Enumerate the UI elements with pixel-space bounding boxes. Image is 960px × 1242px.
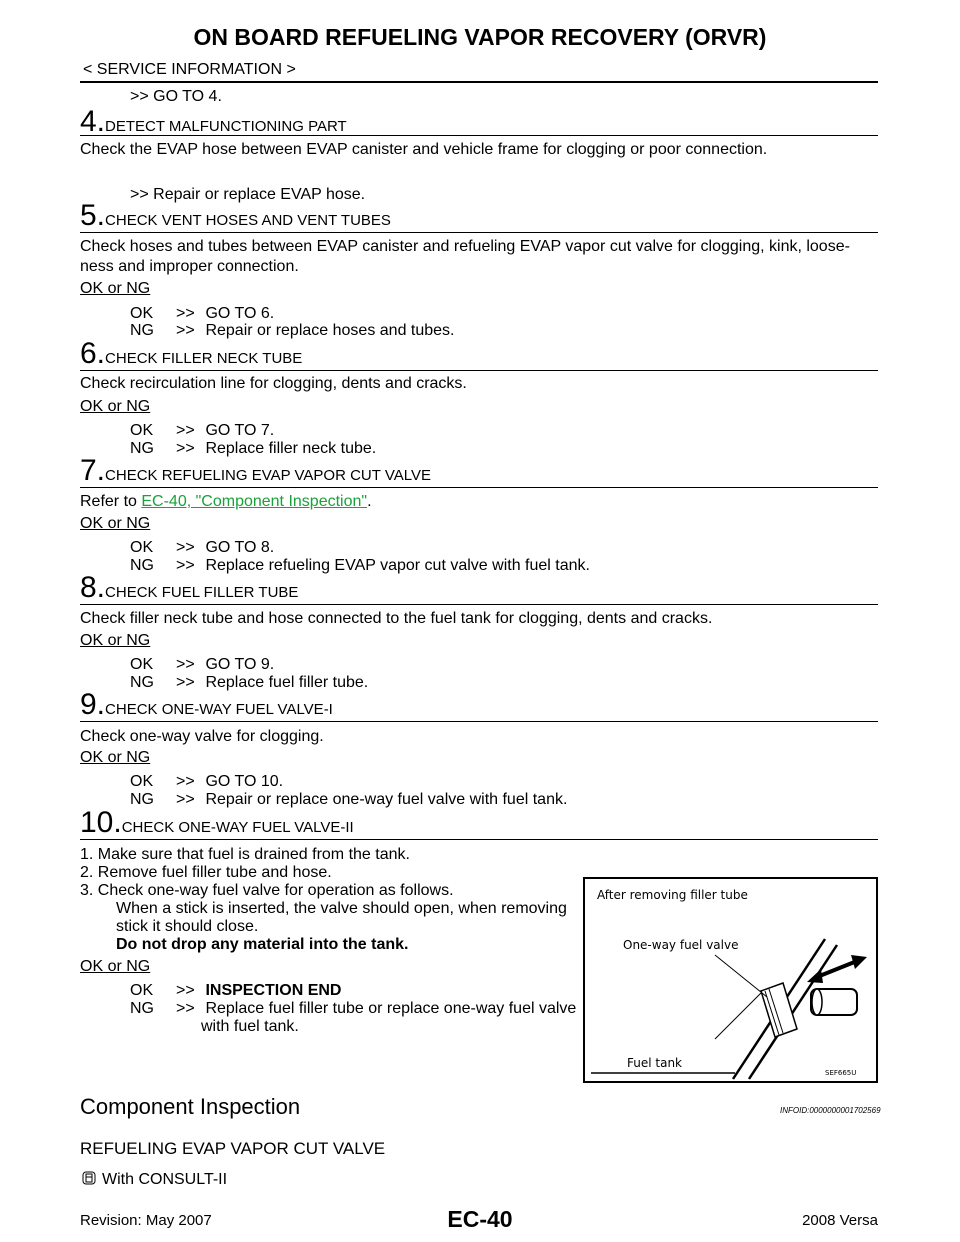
ng-result-continued: with fuel tank. <box>201 1018 299 1035</box>
step-title: CHECK FILLER NECK TUBE <box>105 350 303 367</box>
step-title: CHECK VENT HOSES AND VENT TUBES <box>105 212 391 229</box>
figure-label-tank: Fuel tank <box>627 1056 682 1070</box>
step-number: 5. <box>80 199 106 232</box>
warning-text: Do not drop any material into the tank. <box>116 936 409 953</box>
figure-label-valve: One-way fuel valve <box>623 938 739 952</box>
revision-date: Revision: May 2007 <box>80 1212 212 1229</box>
step-4-body: Check the EVAP hose between EVAP canister and vehicle frame for clogging or poor connection. <box>80 141 768 158</box>
step-9-body: Check one-way valve for clogging. <box>80 728 324 745</box>
ok-result: OK >> GO TO 7. <box>130 422 275 439</box>
list-item: 2. Remove fuel filler tube and hose. <box>80 864 332 881</box>
section-breadcrumb: < SERVICE INFORMATION > <box>83 61 296 78</box>
ng-result: NG >> Replace refueling EVAP vapor cut valve with fuel tank. <box>130 557 590 574</box>
ok-result: OK >> GO TO 9. <box>130 656 275 673</box>
step-title: CHECK ONE-WAY FUEL VALVE-II <box>121 819 354 836</box>
arrow-head-right-icon <box>851 955 867 969</box>
list-item: 3. Check one-way fuel valve for operation as follows. <box>80 882 454 899</box>
step-5-body-line-1: Check hoses and tubes between EVAP canister and refueling EVAP vapor cut valve for clogging, kink, loose- <box>80 238 850 255</box>
page-title: ON BOARD REFUELING VAPOR RECOVERY (ORVR) <box>193 24 767 50</box>
step-rule <box>80 135 878 136</box>
step-5-heading <box>80 201 391 231</box>
list-item: 1. Make sure that fuel is drained from the tank. <box>80 846 410 863</box>
consult-label: With CONSULT-II <box>102 1171 228 1188</box>
arrow-head-left-icon <box>807 969 823 983</box>
ok-result: OK >> INSPECTION END <box>130 982 342 999</box>
ok-result: OK >> GO TO 8. <box>130 539 275 556</box>
ok-result: OK >> GO TO 10. <box>130 773 284 790</box>
one-way-valve-figure <box>583 877 878 1083</box>
step-title: CHECK ONE-WAY FUEL VALVE-I <box>105 701 333 718</box>
component-inspection-heading: Component Inspection <box>80 1094 301 1119</box>
step-rule <box>80 839 878 840</box>
ng-result: NG >> Replace fuel filler tube. <box>130 674 369 691</box>
consult-icon <box>82 1171 96 1185</box>
ok-result: OK >> GO TO 6. <box>130 305 275 322</box>
step-number: 10. <box>80 806 122 839</box>
valve-diagram <box>585 879 876 1081</box>
ok-or-ng-label: OK or NG <box>80 632 151 649</box>
step-rule <box>80 232 878 233</box>
step-7-heading <box>80 456 431 486</box>
step-number: 7. <box>80 454 106 487</box>
figure-code: SEF665U <box>825 1069 857 1077</box>
header-rule <box>80 81 878 83</box>
ng-result: NG >> Repair or replace one-way fuel valve with fuel tank. <box>130 791 568 808</box>
ng-result: NG >> Repair or replace hoses and tubes. <box>130 322 455 339</box>
ok-or-ng-label: OK or NG <box>80 749 151 766</box>
subheading: REFUELING EVAP VAPOR CUT VALVE <box>80 1139 386 1158</box>
top-result: >> GO TO 4. <box>130 88 222 105</box>
step-number: 6. <box>80 337 106 370</box>
model-name: 2008 Versa <box>802 1212 878 1229</box>
info-id: INFOID:0000000001702569 <box>780 1106 881 1115</box>
list-subtext: stick it should close. <box>116 918 259 935</box>
step-9-heading <box>80 690 333 720</box>
step-title: CHECK REFUELING EVAP VAPOR CUT VALVE <box>105 467 431 484</box>
step-4-result: >> Repair or replace EVAP hose. <box>130 186 366 203</box>
step-rule <box>80 487 878 488</box>
list-subtext: When a stick is inserted, the valve should open, when removing <box>116 900 567 917</box>
ok-or-ng-label: OK or NG <box>80 280 151 297</box>
leader-line <box>715 955 767 997</box>
step-6-body: Check recirculation line for clogging, dents and cracks. <box>80 375 467 392</box>
step-6-heading <box>80 339 302 369</box>
step-rule <box>80 370 878 371</box>
step-number: 4. <box>80 105 106 138</box>
step-rule <box>80 604 878 605</box>
ok-or-ng-label: OK or NG <box>80 398 151 415</box>
stick-end <box>812 989 822 1015</box>
ok-or-ng-label: OK or NG <box>80 515 151 532</box>
step-8-body: Check filler neck tube and hose connected to the fuel tank for clogging, dents and cracks. <box>80 610 713 627</box>
step-4-heading <box>80 107 347 137</box>
page-number: EC-40 <box>447 1206 513 1232</box>
figure-label-top: After removing filler tube <box>597 888 748 902</box>
arrow-shaft <box>817 961 857 977</box>
step-8-heading <box>80 573 298 603</box>
step-title: DETECT MALFUNCTIONING PART <box>105 118 347 135</box>
step-10-heading <box>80 808 354 838</box>
step-title: CHECK FUEL FILLER TUBE <box>105 584 299 601</box>
ng-result: NG >> Replace filler neck tube. <box>130 440 377 457</box>
step-5-body-line-2: ness and improper connection. <box>80 258 299 275</box>
step-number: 9. <box>80 688 106 721</box>
step-number: 8. <box>80 571 106 604</box>
ng-result: NG >> Replace fuel filler tube or replace one-way fuel valve <box>130 1000 577 1017</box>
component-inspection-link[interactable]: EC-40, "Component Inspection" <box>141 493 368 510</box>
ok-or-ng-label: OK or NG <box>80 958 151 975</box>
step-rule <box>80 721 878 722</box>
leader-line <box>715 993 761 1039</box>
step-7-body: Refer to EC-40, "Component Inspection". <box>80 493 372 510</box>
